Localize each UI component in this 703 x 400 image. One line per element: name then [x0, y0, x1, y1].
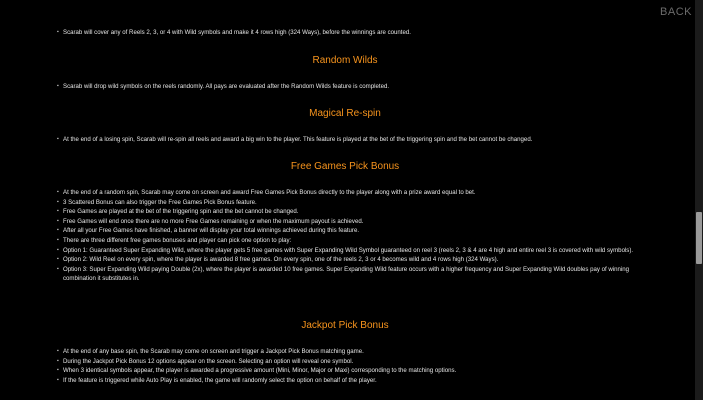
free-games-list: [57, 188, 637, 284]
list-item: ▪ If the feature is triggered while Auto Play is enabled, the game will randomly select the option on behalf of the player.: [57, 376, 637, 386]
free-games-title: Free Games Pick Bonus: [290, 161, 400, 172]
list-item: ▪ Option 2: Wild Reel on every spin, where the player is awarded 8 free games. On every spin, one of the reels 2, 3 or 4 becomes wild and 4 rows high (324 Ways).: [57, 255, 637, 265]
magical-respin-title: Magical Re-spin: [309, 108, 381, 119]
magical-respin-list: [57, 135, 637, 145]
list-item: ▪ After all your Free Games have finished, a banner will display your total winnings achieved during this feature.: [57, 226, 637, 236]
list-item: ▪ Option 1: Guaranteed Super Expanding Wild, where the player gets 5 free games with Super Expanding Wild Symbol guaranteed on reel 3 (reels 2, 3 & 4 are 4 high and entire reel 3 is covered with wild symbols).: [57, 246, 637, 256]
list-item: ▪ There are three different free games bonuses and player can pick one option to play:: [57, 236, 637, 246]
list-item: ▪ Free Games will end once there are no more Free Games remaining or when the maximum payout is achieved.: [57, 217, 637, 227]
scrollbar-track[interactable]: [695, 0, 703, 400]
back-button[interactable]: BACK: [660, 6, 692, 18]
list-item: ▪ Scarab will drop wild symbols on the reels randomly. All pays are evaluated after the Random Wilds feature is completed.: [57, 82, 637, 92]
jackpot-list: [57, 347, 637, 385]
list-item: ▪ At the end of a random spin, Scarab may come on screen and award Free Games Pick Bonus directly to the player along with a prize award equal to bet.: [57, 188, 637, 198]
list-item: ▪ At the end of any base spin, the Scarab may come on screen and trigger a Jackpot Pick Bonus matching game.: [57, 347, 637, 357]
list-item: ▪ Scarab will cover any of Reels 2, 3, or 4 with Wild symbols and make it 4 rows high (324 Ways), before the winnings are counted.: [57, 28, 637, 38]
jackpot-title: Jackpot Pick Bonus: [301, 320, 389, 331]
list-item: ▪ When 3 identical symbols appear, the player is awarded a progressive amount (Mini, Minor, Major or Maxi) corresponding to the matching options.: [57, 366, 637, 376]
random-wilds-list: [57, 82, 637, 92]
list-item: ▪ Free Games are played at the bet of the triggering spin and the bet cannot be changed.: [57, 207, 637, 217]
random-wilds-title: Random Wilds: [312, 55, 378, 66]
list-item: ▪ At the end of a losing spin, Scarab will re-spin all reels and award a big win to the player. This feature is played at the bet of the triggering spin and the bet cannot be changed.: [57, 135, 637, 145]
scrollbar-thumb[interactable]: [696, 212, 702, 264]
list-item: ▪ 3 Scattered Bonus can also trigger the Free Games Pick Bonus feature.: [57, 198, 637, 208]
intro-list: [57, 28, 637, 38]
list-item: ▪ During the Jackpot Pick Bonus 12 options appear on the screen. Selecting an option will reveal one symbol.: [57, 357, 637, 367]
list-item: ▪ Option 3: Super Expanding Wild paying Double (2x), where the player is awarded 10 free games. Super Expanding Wild feature occurs with a higher frequency and Super Expanding Wild doubles pay of winning combination it substitutes in.: [57, 265, 637, 284]
